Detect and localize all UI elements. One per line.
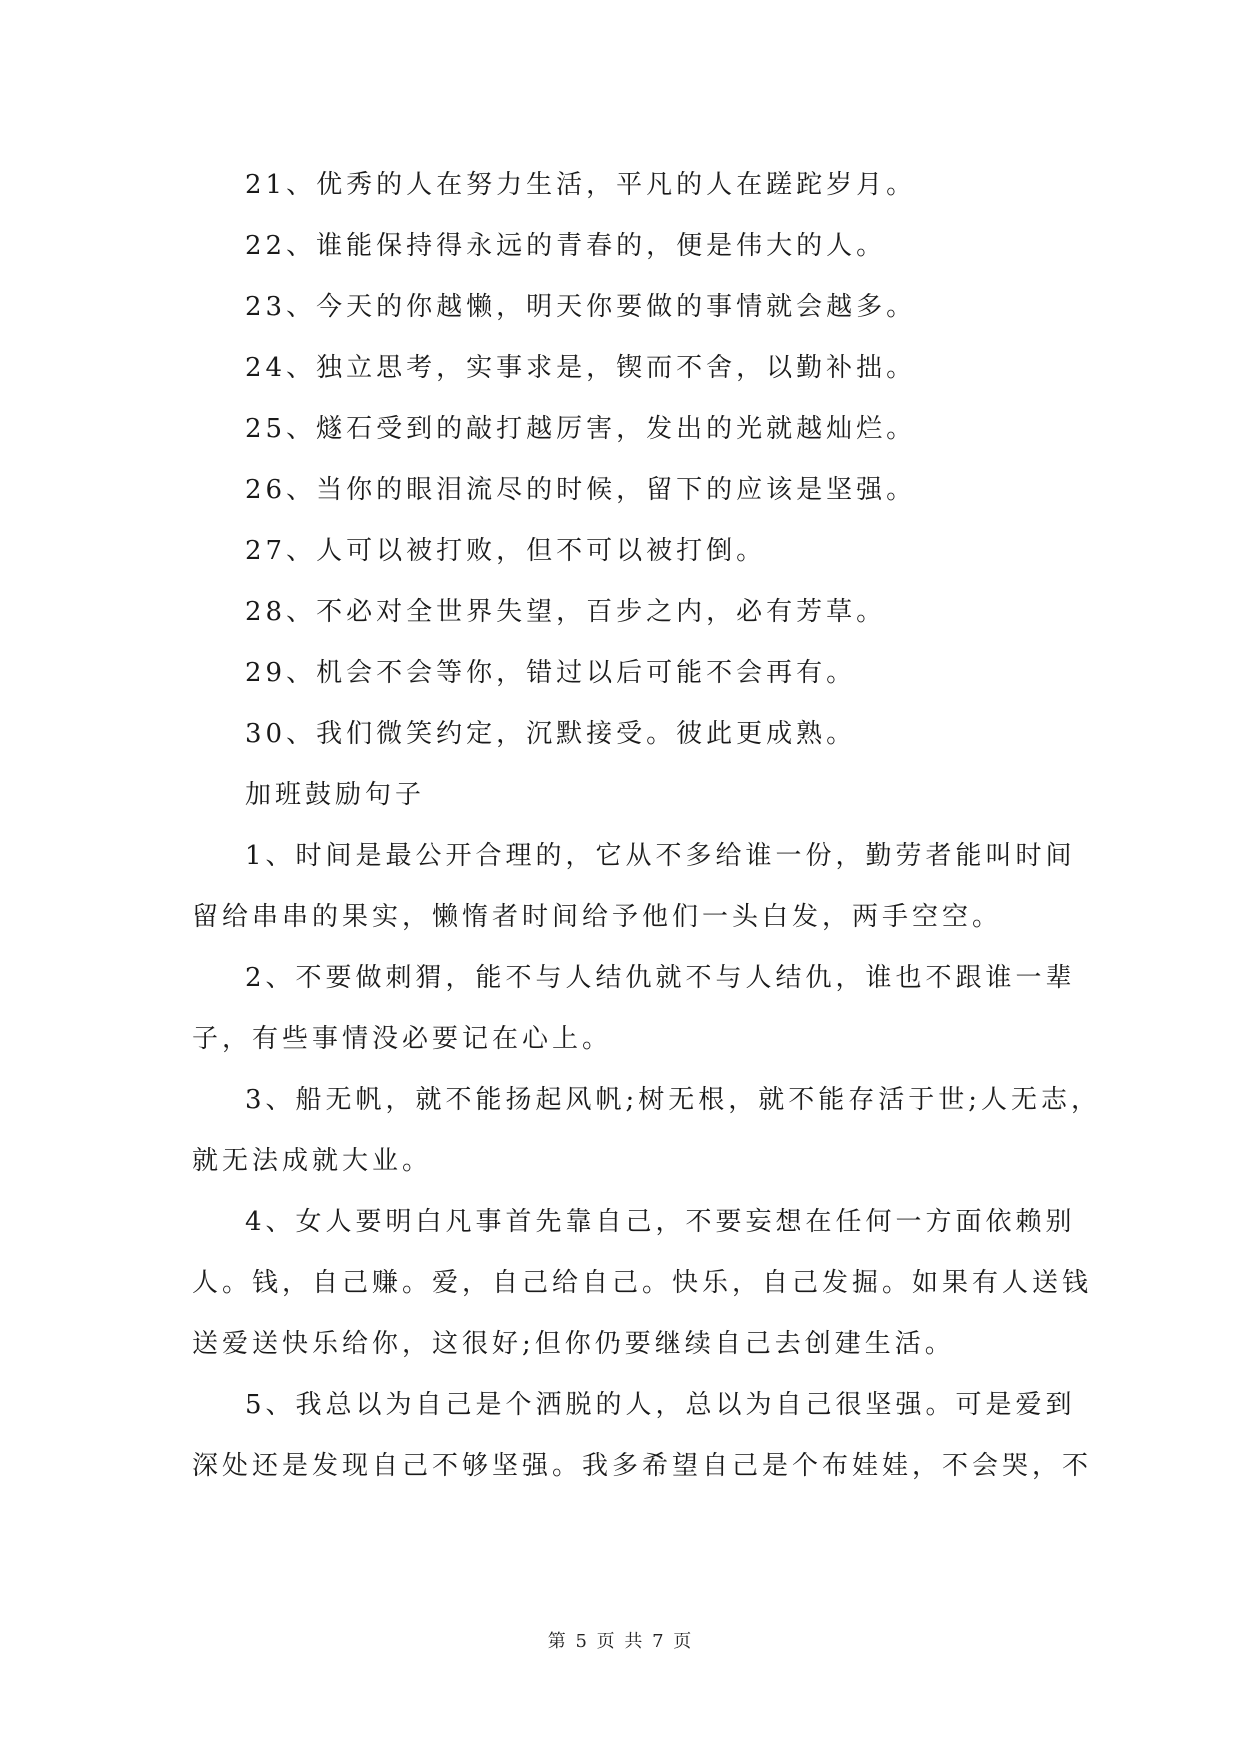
- text-line: 24、独立思考，实事求是，锲而不舍，以勤补拙。: [245, 353, 917, 383]
- page-number-footer: 第 5 页 共 7 页: [547, 1631, 694, 1652]
- text-line: 29、机会不会等你，错过以后可能不会再有。: [245, 658, 857, 688]
- text-line: 22、谁能保持得永远的青春的，便是伟大的人。: [245, 231, 887, 261]
- text-line: 26、当你的眼泪流尽的时候，留下的应该是坚强。: [245, 475, 917, 505]
- text-line: 深处还是发现自己不够坚强。我多希望自己是个布娃娃，不会哭，不: [192, 1451, 1093, 1481]
- text-line: 送爱送快乐给你，这很好;但你仍要继续自己去创建生活。: [192, 1329, 955, 1359]
- text-line: 30、我们微笑约定，沉默接受。彼此更成熟。: [245, 719, 857, 749]
- text-line: 留给串串的果实，懒惰者时间给予他们一头白发，两手空空。: [192, 902, 1003, 932]
- text-line: 子，有些事情没必要记在心上。: [192, 1024, 613, 1054]
- text-line: 3、船无帆，就不能扬起风帆;树无根，就不能存活于世;人无志，: [245, 1085, 1102, 1115]
- text-line: 5、我总以为自己是个洒脱的人，总以为自己很坚强。可是爱到: [245, 1390, 1076, 1420]
- section-heading: 加班鼓励句子: [245, 780, 426, 810]
- text-line: 人。钱，自己赚。爱，自己给自己。快乐，自己发掘。如果有人送钱: [192, 1268, 1093, 1298]
- text-line: 23、今天的你越懒，明天你要做的事情就会越多。: [245, 292, 917, 322]
- text-line: 21、优秀的人在努力生活，平凡的人在蹉跎岁月。: [245, 170, 917, 200]
- text-line: 4、女人要明白凡事首先靠自己，不要妄想在任何一方面依赖别: [245, 1207, 1076, 1237]
- text-line: 27、人可以被打败，但不可以被打倒。: [245, 536, 767, 566]
- text-line: 2、不要做刺猬，能不与人结仇就不与人结仇，谁也不跟谁一辈: [245, 963, 1076, 993]
- text-line: 1、时间是最公开合理的，它从不多给谁一份，勤劳者能叫时间: [245, 841, 1076, 871]
- text-line: 就无法成就大业。: [192, 1146, 433, 1176]
- text-line: 28、不必对全世界失望，百步之内，必有芳草。: [245, 597, 887, 627]
- text-line: 25、燧石受到的敲打越厉害，发出的光就越灿烂。: [245, 414, 917, 444]
